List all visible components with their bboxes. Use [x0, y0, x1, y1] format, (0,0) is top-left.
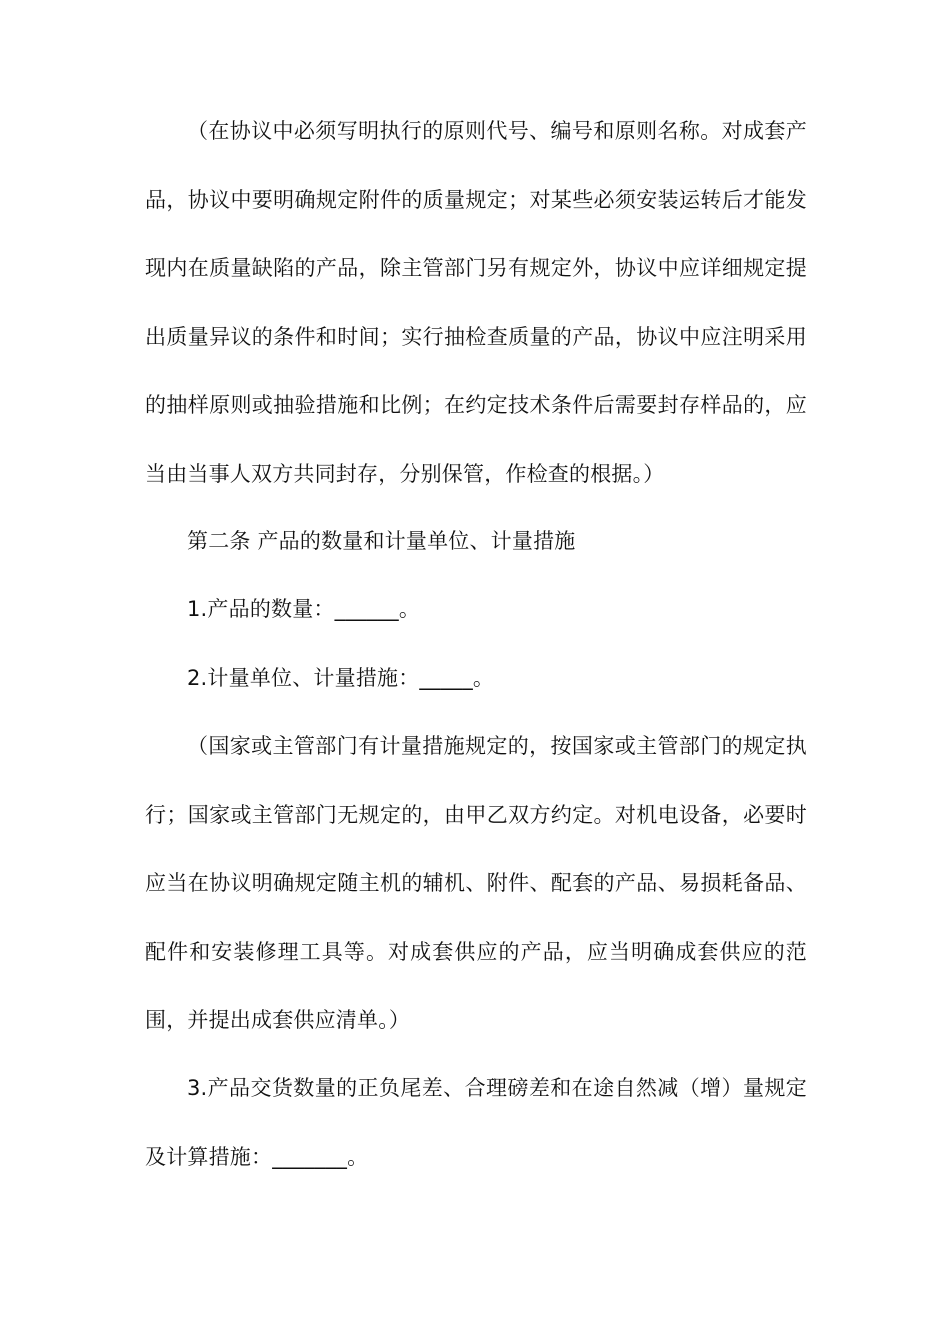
measurement-unit-item: 2.计量单位、计量措施：_____。 [187, 666, 495, 690]
delivery-tolerance-item: 3.产品交货数量的正负尾差、合理磅差和在途自然减（增）量规定及计算措施：_______。 [145, 1076, 807, 1169]
article-two-heading: 第二条 产品的数量和计量单位、计量措施 [187, 529, 576, 553]
measurement-note-paragraph: （国家或主管部门有计量措施规定的，按国家或主管部门的规定执行；国家或主管部门无规定的，由甲乙双方约定。对机电设备，必要时应当在协议明确规定随主机的辅机、附件、配套的产品、易损耗备品、配件和安装修理工具等。对成套供应的产品，应当明确成套供应的范围，并提出成套供应清单。） [145, 734, 807, 1032]
product-quantity-item: 1.产品的数量：______。 [187, 597, 421, 621]
quality-standard-note-paragraph: （在协议中必须写明执行的原则代号、编号和原则名称。对成套产品，协议中要明确规定附件的质量规定；对某些必须安装运转后才能发现内在质量缺陷的产品，除主管部门另有规定外，协议中应详细规定提出质量异议的条件和时间；实行抽检查质量的产品，协议中应注明采用的抽样原则或抽验措施和比例；在约定技术条件后需要封存样品的，应当由当事人双方共同封存，分别保管，作检查的根据。） [145, 119, 807, 486]
